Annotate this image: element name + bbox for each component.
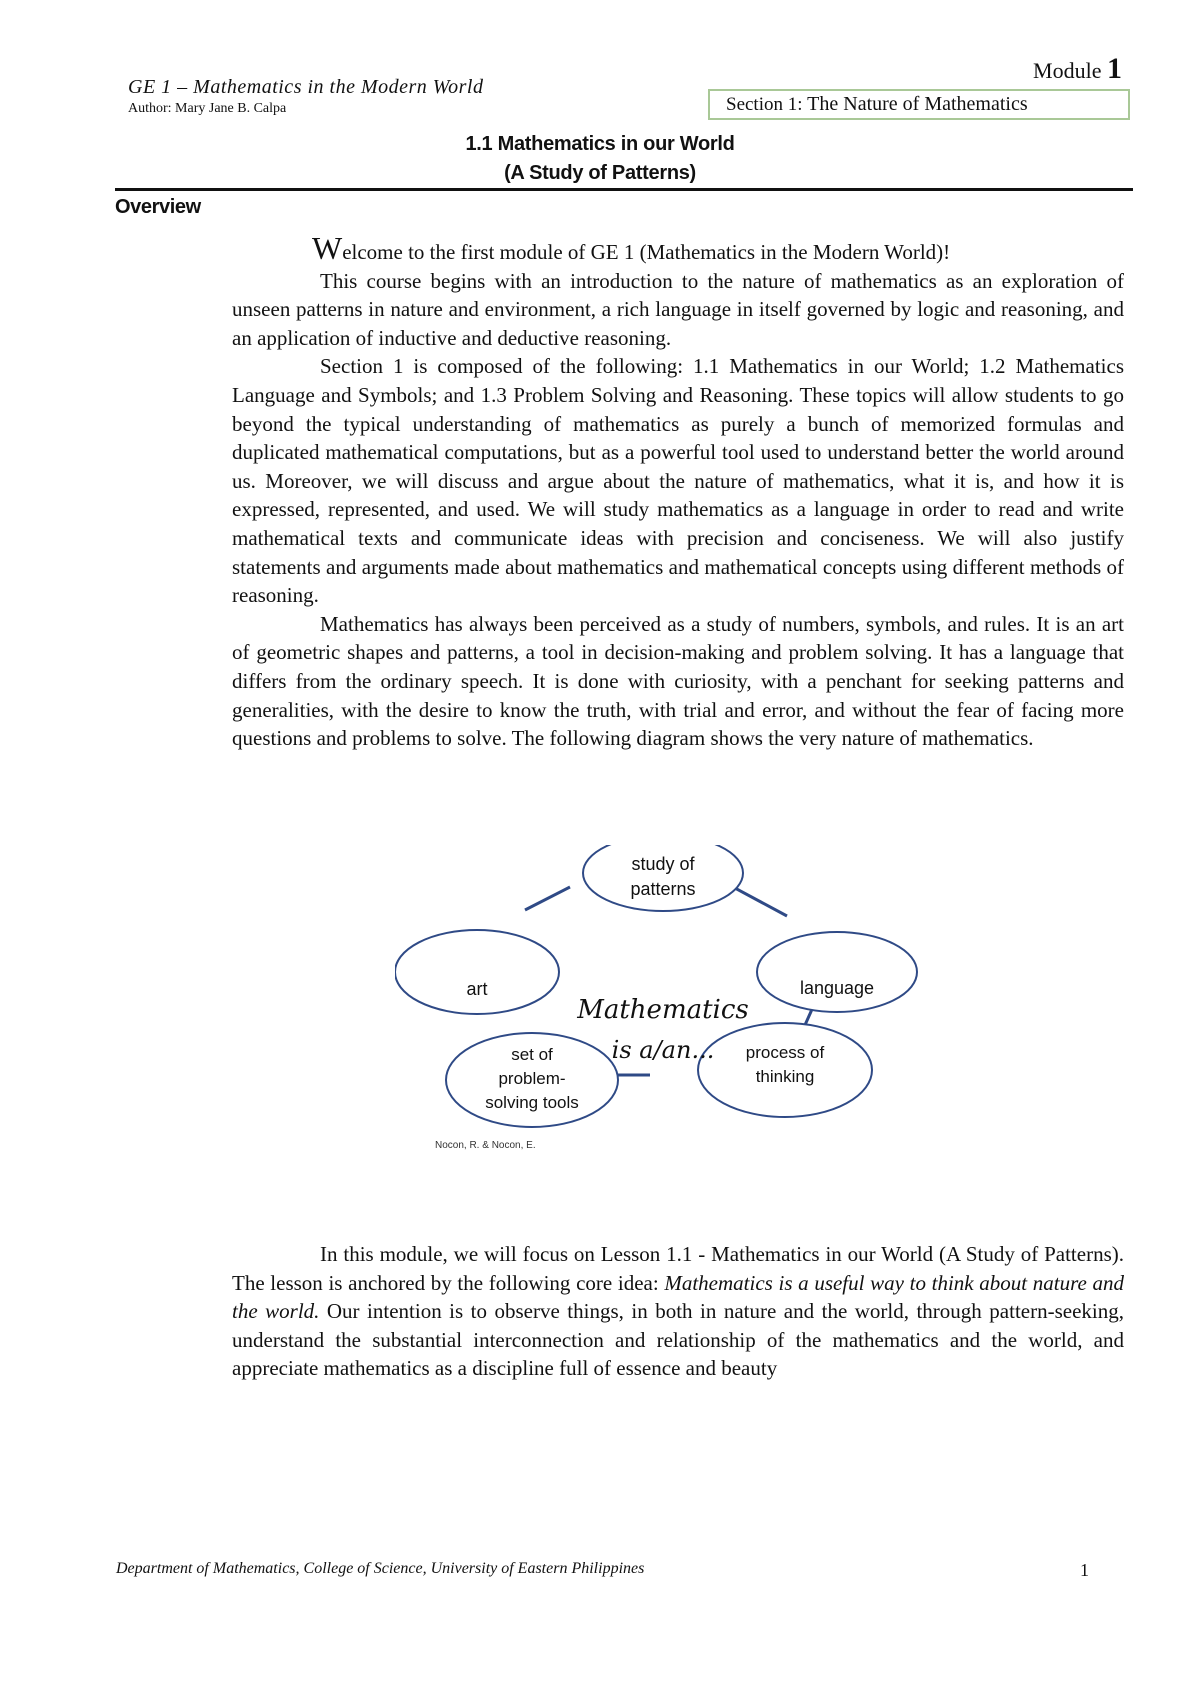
label-study-of: study of <box>631 854 695 874</box>
focus-text-start: In this module, we will focus on Lesson 1.1 - Mathematics in our World (A Study of Patterns). The lesson is anchored by the following core idea: <box>232 1242 1124 1295</box>
label-language: language <box>799 978 875 998</box>
paragraph-nature-of-math: Mathematics has always been perceived as a study of numbers, symbols, and rules. It is an art of geometric shapes and patterns, a tool in decision-making and problem solving. It has a language that differs from the ordinary speech. It is done with curiosity, with a penchant for seeking patterns and generalities, with the desire to know the truth, with trial and error, and without the fear of facing more questions and problems to solve. The following diagram shows the very nature of mathematics. <box>232 611 1124 751</box>
module-word: Module <box>1033 58 1102 83</box>
drop-cap: W <box>312 230 343 266</box>
section-title: The Nature of Mathematics <box>807 93 1028 115</box>
title-divider <box>115 188 1133 191</box>
overview-heading: Overview <box>115 196 201 218</box>
welcome-text: elcome to the first module of GE 1 (Mathematics in the Modern World)! <box>342 240 951 264</box>
paragraph-section-topics: Section 1 is composed of the following: 1.1 Mathematics in our World; 1.2 Mathematics Language and Symbols; and 1.3 Problem Solving and Reasoning. These topics will allow students to go beyond the typical understanding of mathematics as purely a bunch of memorized formulas and duplicated mathematical computations, but as a powerful tool used to understand better the world around us. Moreover, we will discuss and argue about the nature of mathematics, what it is, and how it is expressed, represented, and used. We will study mathematics as a language in order to read and write mathematical texts and communicate ideas with precision and conciseness. We will also justify statements and arguments made about mathematics and mathematical concepts using different methods of reasoning. <box>232 354 1124 608</box>
label-process-of: process of <box>745 1043 825 1062</box>
label-problem: problem- <box>498 1069 566 1088</box>
overview-text <box>232 230 1124 753</box>
center-is-a-an: is a/an... <box>611 1036 715 1064</box>
label-solving-tools: solving tools <box>485 1093 579 1112</box>
course-title: GE 1 – Mathematics in the Modern World <box>128 76 484 98</box>
diagram-credit: Nocon, R. & Nocon, E. <box>435 1140 536 1151</box>
lesson-title: 1.1 Mathematics in our World <box>465 133 735 155</box>
label-art: art <box>466 979 488 999</box>
node-art <box>395 930 559 1014</box>
label-thinking: thinking <box>755 1067 815 1086</box>
welcome-line <box>232 230 1124 267</box>
paragraph-module-focus <box>232 1240 1124 1383</box>
module-number: 1 <box>1107 52 1122 85</box>
node-language <box>757 932 917 1012</box>
core-idea: Mathematics is a useful way to think about nature and the world. <box>232 1270 1124 1324</box>
label-set-of: set of <box>511 1045 553 1064</box>
author-line: Author: Mary Jane B. Calpa <box>128 101 287 116</box>
section-prefix: Section 1: <box>726 94 803 115</box>
section-box <box>708 89 1130 120</box>
nature-of-math-diagram <box>395 845 955 1225</box>
module-label <box>1033 52 1122 86</box>
paragraph-course-intro: This course begins with an introduction to the nature of mathematics as an exploration of unseen patterns in nature and environment, a rich language in itself governed by logic and reasoning, and an application of inductive and deductive reasoning. <box>232 268 1124 350</box>
center-mathematics: Mathematics <box>577 995 749 1025</box>
lesson-subtitle: (A Study of Patterns) <box>504 162 696 184</box>
label-patterns: patterns <box>630 879 696 899</box>
footer-department: Department of Mathematics, College of Science, University of Eastern Philippines <box>116 1560 645 1577</box>
page-number: 1 <box>1080 1560 1089 1580</box>
focus-text-end: Our intention is to observe things, in both in nature and the world, through pattern-seeking, understand the substantial interconnection and relationship of the mathematics and the world, and appreciate mathematics as a discipline full of essence and beauty <box>232 1299 1124 1381</box>
